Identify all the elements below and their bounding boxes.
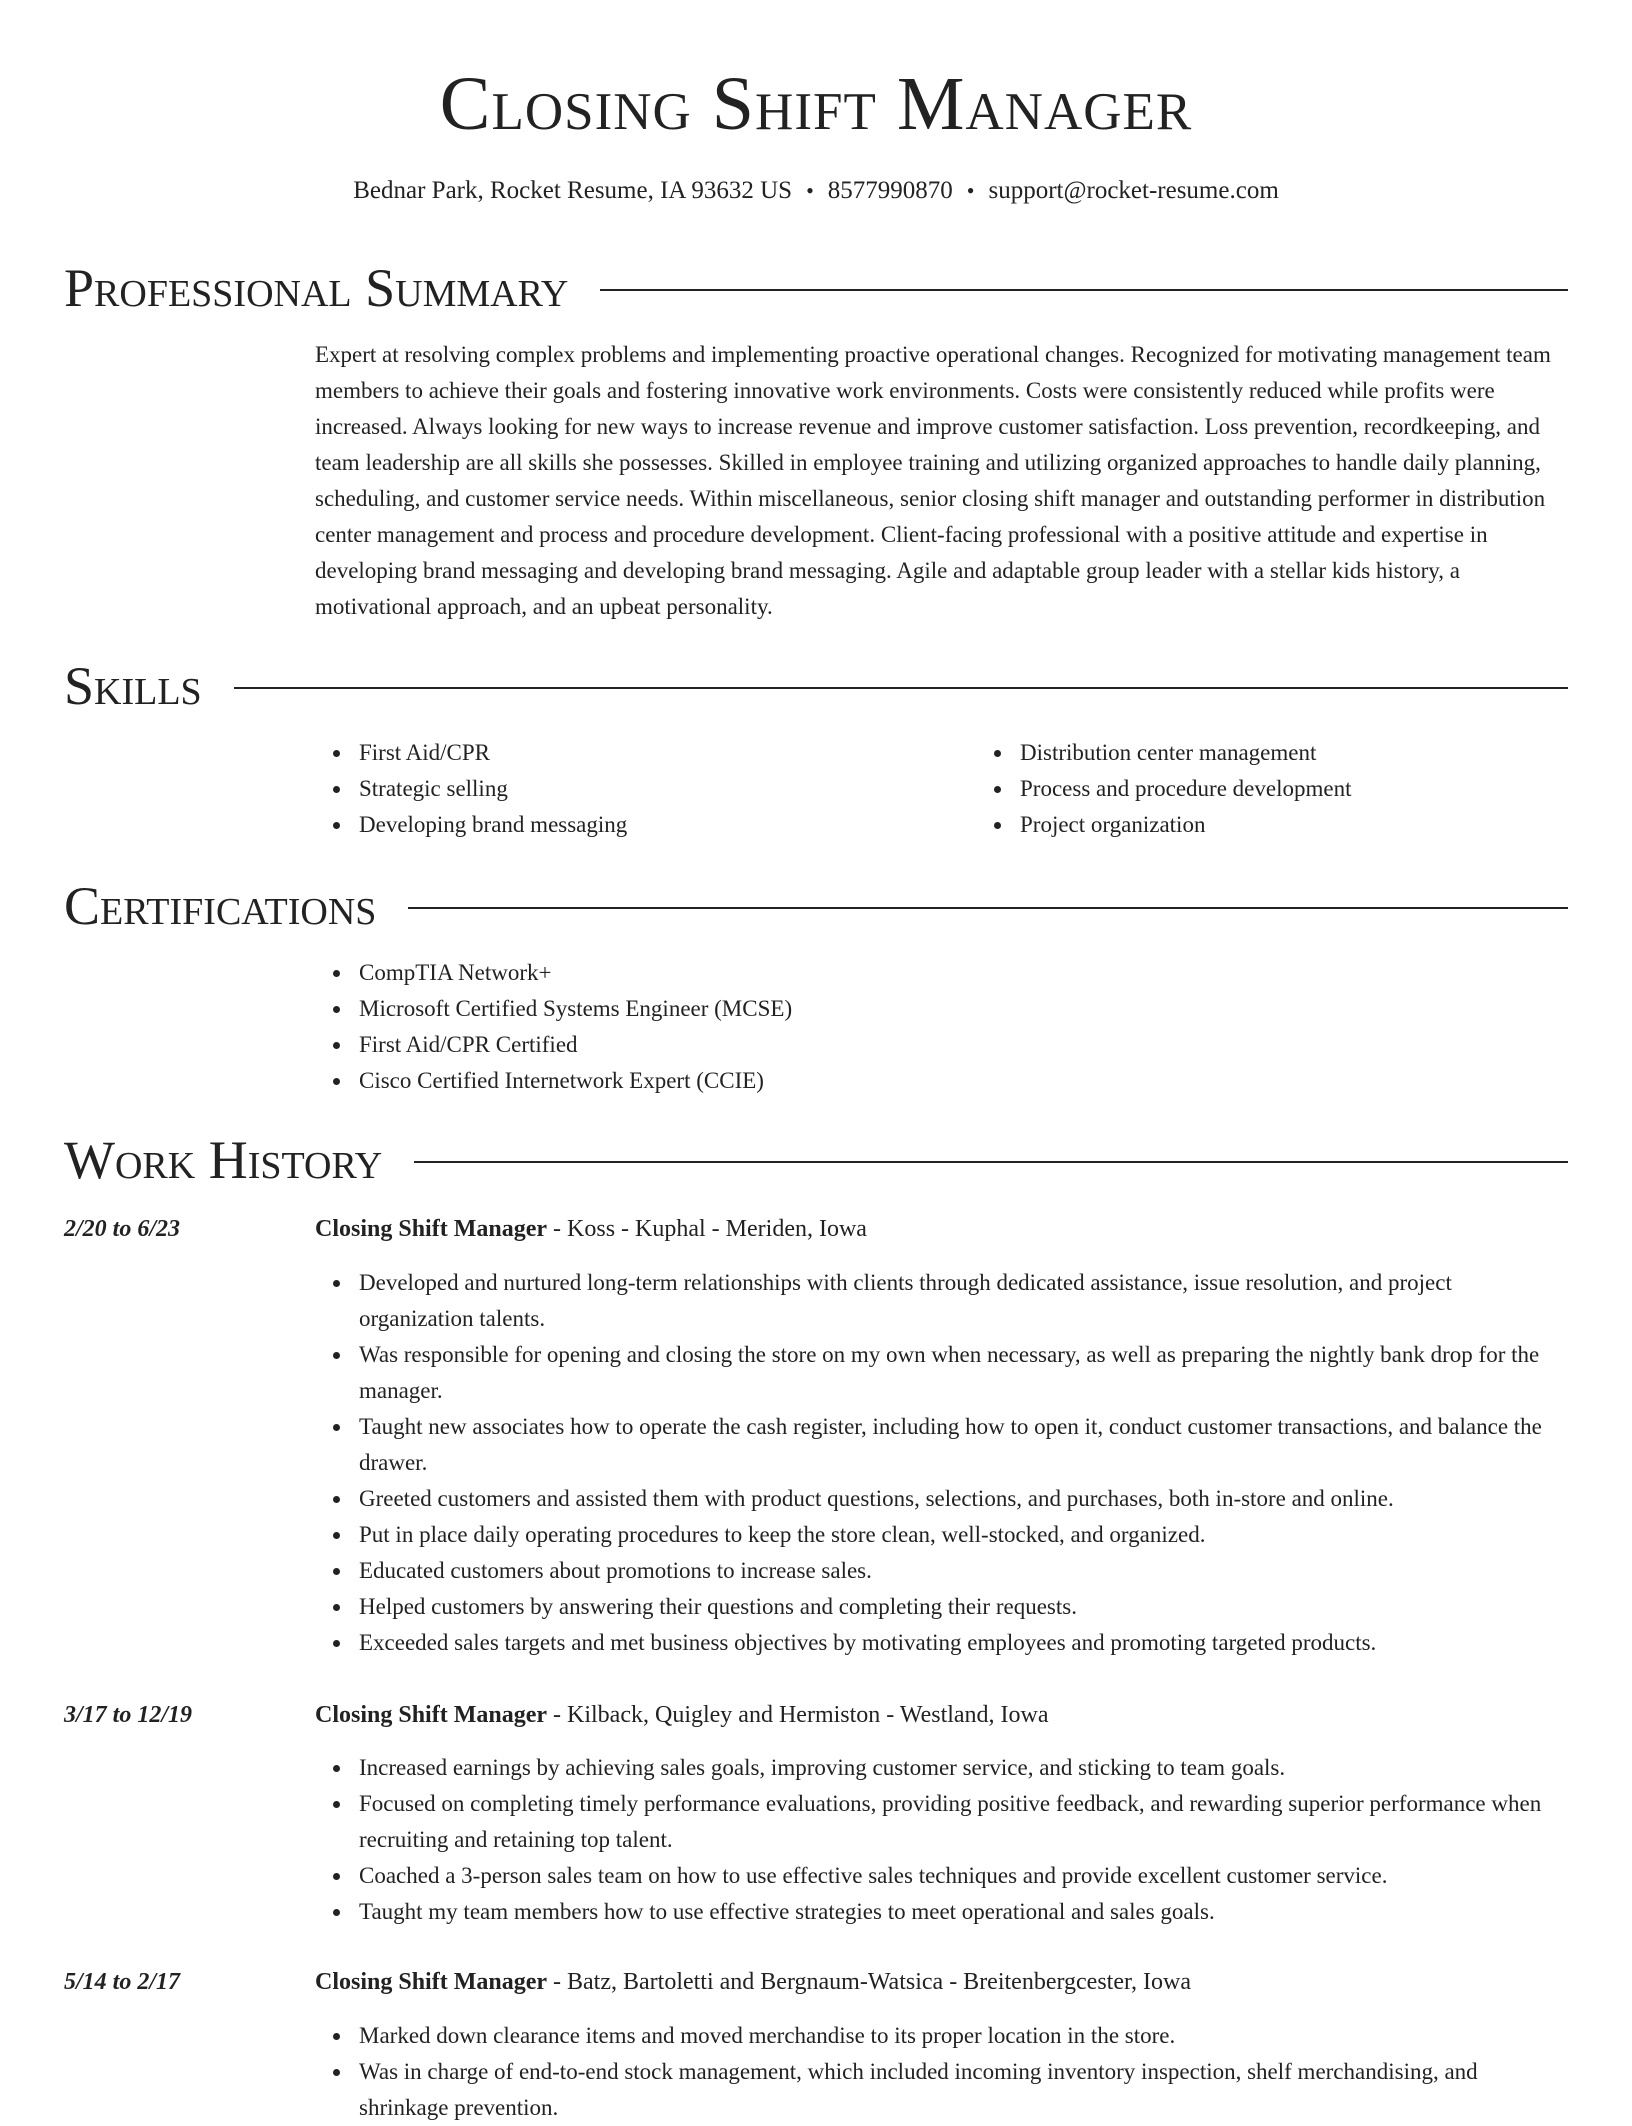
responsibility-item: Educated customers about promotions to increase sales. — [359, 1553, 1568, 1589]
certification-item: First Aid/CPR Certified — [359, 1027, 1568, 1063]
responsibility-item: Helped customers by answering their questions and completing their requests. — [359, 1589, 1568, 1625]
job-heading: Closing Shift Manager - Batz, Bartoletti and Bergnaum-Watsica - Breitenbergcester, Iowa — [315, 1969, 1192, 1995]
section-divider — [414, 1161, 1568, 1163]
responsibility-item: Exceeded sales targets and met business objectives by motivating employees and promoting targeted products. — [359, 1625, 1568, 1661]
responsibility-item: Was in charge of end-to-end stock management, which included incoming inventory inspection, shelf merchandising, and shrinkage prevention. — [359, 2054, 1568, 2126]
summary-section-header — [64, 256, 1568, 320]
section-divider — [234, 687, 1568, 689]
skill-item: Process and procedure development — [1020, 771, 1632, 807]
skills-list — [315, 735, 1568, 843]
section-divider — [600, 289, 1568, 291]
contact-address: Bednar Park, Rocket Resume, IA 93632 US — [353, 177, 793, 204]
skill-item: Distribution center management — [1020, 735, 1632, 771]
skill-item: Strategic selling — [359, 771, 976, 807]
job-title: Closing Shift Manager — [315, 1216, 548, 1242]
work-section-header — [64, 1128, 1568, 1192]
job-title: Closing Shift Manager — [315, 1702, 548, 1728]
responsibility-item: Coached a 3-person sales team on how to use effective sales techniques and provide excellent customer service. — [359, 1858, 1568, 1894]
skills-section-title: Skills — [64, 656, 202, 716]
job-heading: Closing Shift Manager - Koss - Kuphal - Meriden, Iowa — [315, 1216, 867, 1242]
responsibility-item: Put in place daily operating procedures to keep the store clean, well-stocked, and organized. — [359, 1517, 1568, 1553]
skills-section-header — [64, 654, 1568, 718]
responsibility-item: Taught my team members how to use effective strategies to meet operational and sales goals. — [359, 1894, 1568, 1930]
skill-item: Project organization — [1020, 807, 1632, 843]
summary-text: Expert at resolving complex problems and implementing proactive operational changes. Recognized for motivating management team members to achieve their goals and fostering innovative work environments. Costs were consistently reduced while profits were increased. Always looking for new ways to increase revenue and improve customer satisfaction. Loss prevention, recordkeeping, and team leadership are all skills she possesses. Skilled in employee training and utilizing organized approaches to handle daily planning, scheduling, and customer service needs. Within miscellaneous, senior closing shift manager and outstanding performer in distribution center management and process and procedure development. Client-facing professional with a positive attitude and expertise in developing brand messaging and developing brand messaging. Agile and adaptable group leader with a stellar kids history, a motivational approach, and an upbeat personality. — [315, 342, 1551, 619]
contact-line — [0, 174, 1632, 208]
skills-column-right — [976, 735, 1632, 843]
certification-item: Cisco Certified Internetwork Expert (CCIE) — [359, 1063, 1568, 1099]
contact-separator: • — [806, 178, 814, 203]
responsibility-item: Taught new associates how to operate the cash register, including how to open it, conduct customer transactions, and balance the drawer. — [359, 1409, 1568, 1481]
candidate-name: Closing Shift Manager — [439, 62, 1193, 146]
certification-item: Microsoft Certified Systems Engineer (MCSE) — [359, 991, 1568, 1027]
contact-email: support@rocket-resume.com — [988, 177, 1279, 204]
skill-item: Developing brand messaging — [359, 807, 976, 843]
work-section-title: Work History — [64, 1130, 383, 1190]
job-title: Closing Shift Manager — [315, 1969, 548, 1995]
certifications-list — [315, 955, 1568, 1099]
job-responsibilities — [315, 1265, 1568, 1661]
job-heading: Closing Shift Manager - Kilback, Quigley and Hermiston - Westland, Iowa — [315, 1702, 1049, 1728]
certifications-section-header — [64, 874, 1568, 938]
job-responsibilities — [315, 1750, 1568, 1930]
responsibility-item: Marked down clearance items and moved merchandise to its proper location in the store. — [359, 2018, 1568, 2054]
contact-phone: 8577990870 — [827, 177, 953, 204]
certifications-section-title: Certifications — [64, 876, 377, 936]
job-dates: 3/17 to 12/19 — [64, 1702, 193, 1728]
job-company: Koss - Kuphal - Meriden, Iowa — [567, 1216, 867, 1242]
contact-separator: • — [966, 178, 975, 203]
skills-column-left — [315, 735, 976, 843]
section-divider — [408, 907, 1568, 909]
responsibility-item: Greeted customers and assisted them with product questions, selections, and purchases, both in-store and online. — [359, 1481, 1568, 1517]
responsibility-item: Developed and nurtured long-term relationships with clients through dedicated assistance, issue resolution, and project organization talents. — [359, 1265, 1568, 1337]
responsibility-item: Increased earnings by achieving sales goals, improving customer service, and sticking to team goals. — [359, 1750, 1568, 1786]
summary-section-title: Professional Summary — [64, 258, 569, 318]
job-company: Kilback, Quigley and Hermiston - Westland, Iowa — [567, 1702, 1049, 1728]
certification-item: CompTIA Network+ — [359, 955, 1568, 991]
job-company: Batz, Bartoletti and Bergnaum-Watsica - Breitenbergcester, Iowa — [567, 1969, 1192, 1995]
job-dates: 2/20 to 6/23 — [64, 1216, 181, 1242]
job-responsibilities — [315, 2018, 1568, 2126]
responsibility-item: Was responsible for opening and closing the store on my own when necessary, as well as preparing the nightly bank drop for the manager. — [359, 1337, 1568, 1409]
responsibility-item: Focused on completing timely performance evaluations, providing positive feedback, and rewarding superior performance when recruiting and retaining top talent. — [359, 1786, 1568, 1858]
skill-item: First Aid/CPR — [359, 735, 976, 771]
job-dates: 5/14 to 2/17 — [64, 1969, 181, 1995]
